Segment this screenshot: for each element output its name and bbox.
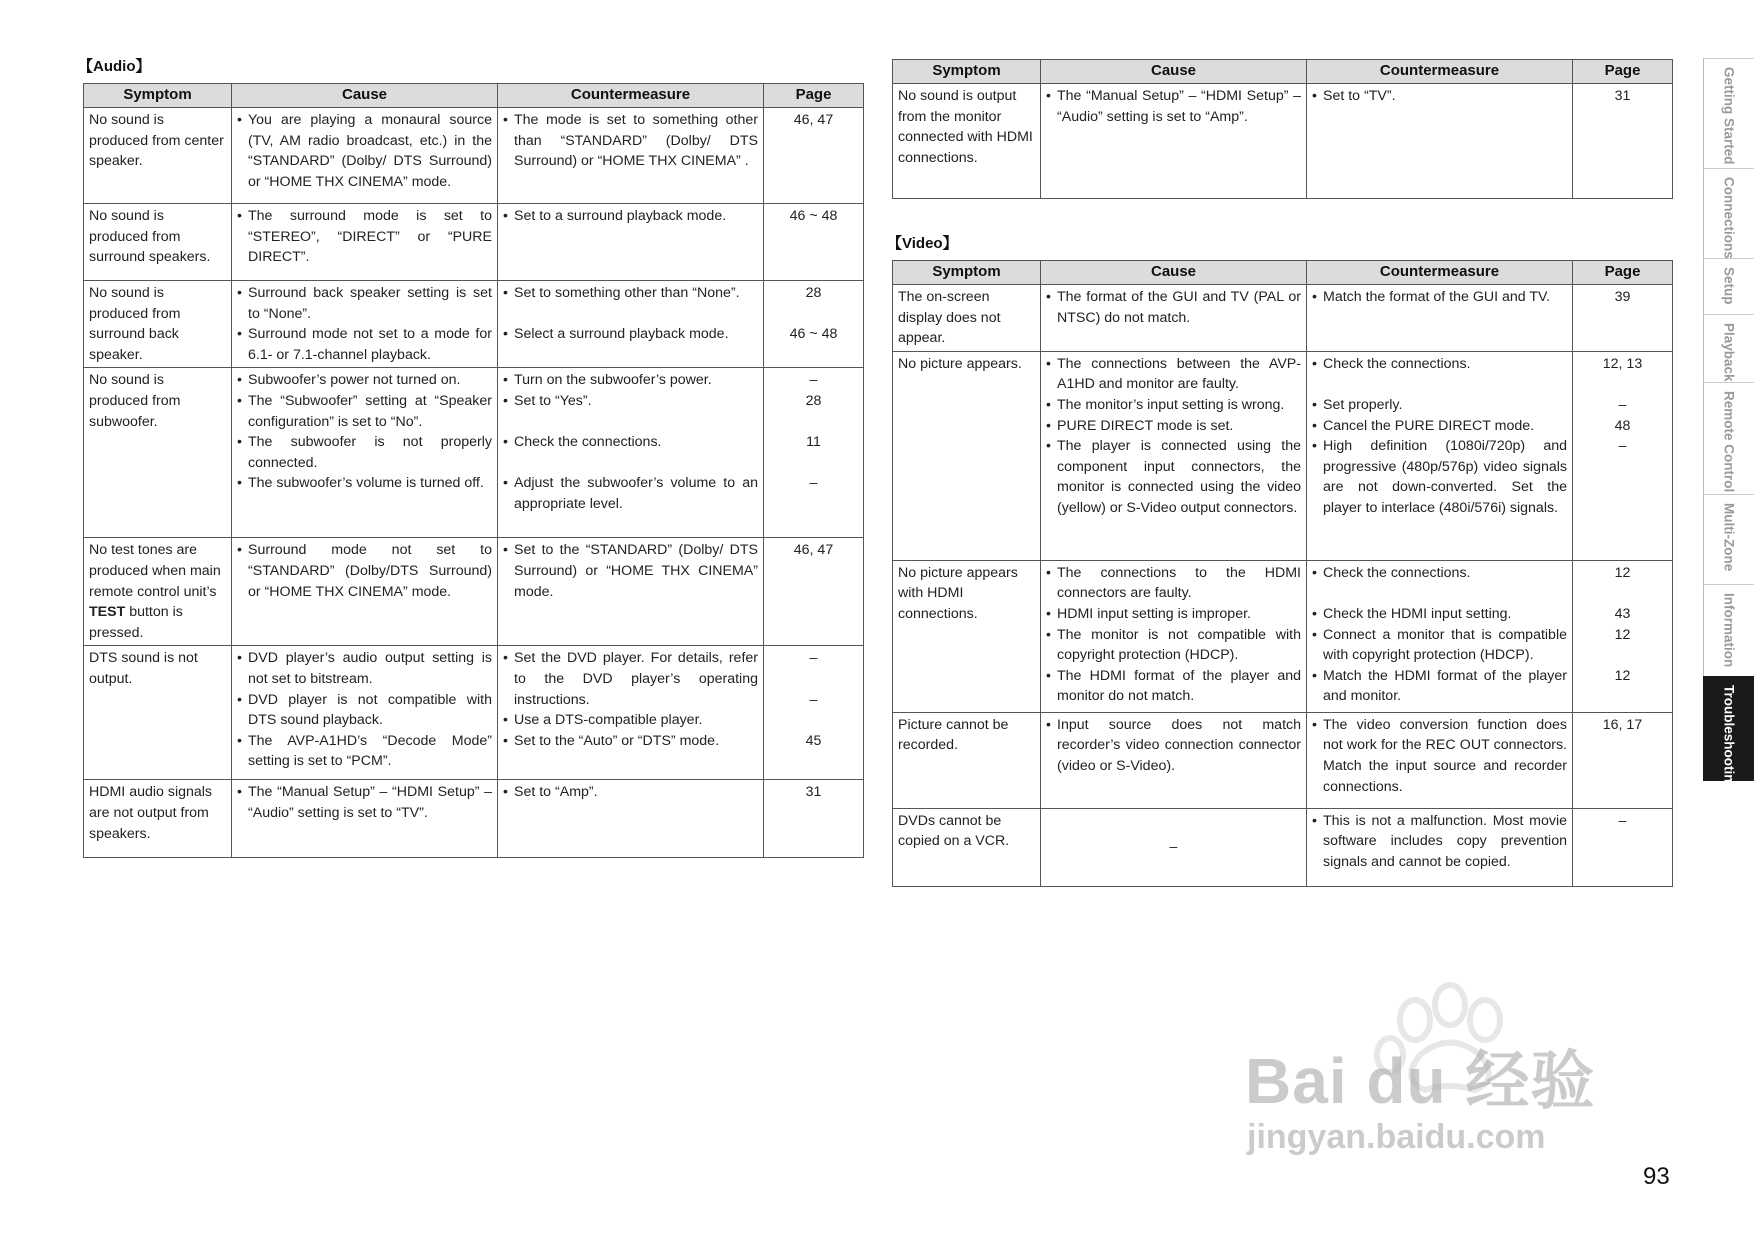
- header-page: Page: [1573, 261, 1673, 285]
- side-tab-setup[interactable]: Setup: [1703, 258, 1754, 314]
- cause-item: [1046, 86, 1301, 127]
- cause-item: [1046, 563, 1301, 604]
- page-cell: [1573, 351, 1673, 560]
- countermeasure-cell: [498, 368, 764, 538]
- countermeasure-cell: [498, 204, 764, 281]
- bullet-icon: •: [237, 475, 242, 492]
- table-row: [893, 285, 1673, 352]
- bullet-icon: •: [1312, 289, 1317, 305]
- page-cell: [764, 281, 864, 368]
- cause-text: Subwoofer’s power not turned on.: [248, 372, 461, 389]
- header-countermeasure: Countermeasure: [1307, 261, 1573, 285]
- cause-text: Input source does not match recorder’s video connection connector (video or S-Video).: [1057, 716, 1301, 774]
- bullet-icon: •: [1046, 716, 1051, 733]
- page-reference: 12: [1614, 626, 1631, 643]
- countermeasure-item: [1312, 666, 1567, 707]
- countermeasure-item: [1312, 625, 1567, 666]
- test-button-label: TEST: [89, 604, 126, 621]
- table-header-row: [893, 60, 1673, 84]
- cause-cell: [1041, 560, 1307, 712]
- bullet-icon: •: [1046, 355, 1051, 372]
- bullet-icon: •: [237, 372, 242, 389]
- cause-text: HDMI input setting is improper.: [1057, 605, 1251, 622]
- page-cell: [764, 780, 864, 858]
- cause-text: DVD player’s audio output setting is not set to bitstream.: [248, 650, 492, 687]
- countermeasure-text: Use a DTS-compatible player.: [514, 712, 703, 729]
- bullet-icon: •: [1312, 88, 1317, 104]
- symptom-text: The on-screen display does not appear.: [898, 289, 1001, 347]
- bullet-icon: •: [237, 112, 242, 128]
- cause-text: The player is connected using the component input connectors, the monitor is connected using the video (yellow) or S-Video output connectors.: [1057, 438, 1301, 516]
- countermeasure-item: [503, 110, 758, 172]
- cause-item: [1046, 715, 1301, 777]
- symptom-cell: [84, 281, 232, 368]
- countermeasure-text: Match the format of the GUI and TV.: [1323, 289, 1551, 305]
- cause-cell: [232, 368, 498, 538]
- page-reference: –: [809, 650, 818, 667]
- bullet-icon: •: [237, 285, 242, 301]
- cause-item: [237, 648, 492, 689]
- countermeasure-cell: [498, 646, 764, 780]
- table-header-row: [84, 84, 864, 108]
- cause-text: The AVP-A1HD’s “Decode Mode” setting is set to “PCM”.: [248, 732, 492, 770]
- symptom-text: DVDs cannot be copied on a VCR.: [898, 812, 1010, 850]
- table-row: [893, 712, 1673, 808]
- cause-item: [237, 782, 492, 823]
- bullet-icon: •: [1312, 605, 1317, 622]
- page-reference: 46 ~ 48: [789, 326, 838, 343]
- header-symptom: Symptom: [893, 60, 1041, 84]
- video-troubleshooting-table: [892, 260, 1673, 887]
- page-reference: –: [1618, 812, 1627, 829]
- table-row: [893, 351, 1673, 560]
- cause-cell: [1041, 285, 1307, 352]
- countermeasure-text: The mode is set to something other than “STANDARD” (Dolby/ DTS Surround) or “HOME THX CINEMA” .: [514, 112, 758, 170]
- table-row: [84, 204, 864, 281]
- cause-text: The connections between the AVP-A1HD and monitor are faulty.: [1057, 355, 1301, 393]
- cause-cell: [232, 281, 498, 368]
- countermeasure-text: Set to the “Auto” or “DTS” mode.: [514, 732, 720, 749]
- countermeasure-item: [503, 710, 758, 731]
- countermeasure-text: Cancel the PURE DIRECT mode.: [1323, 417, 1535, 434]
- symptom-cell: [84, 108, 232, 204]
- side-tab-getting-started[interactable]: Getting Started: [1703, 58, 1754, 168]
- symptom-text: No sound is produced from surround back speaker.: [89, 285, 181, 363]
- cause-cell: [232, 204, 498, 281]
- symptom-cell: [84, 204, 232, 281]
- countermeasure-item: [1312, 715, 1567, 797]
- countermeasure-cell: [1307, 84, 1573, 199]
- countermeasure-text: Set to something other than “None”.: [514, 285, 740, 301]
- hdmi-audio-troubleshooting-table: [892, 59, 1673, 199]
- bullet-icon: •: [1312, 626, 1317, 643]
- countermeasure-item: [503, 370, 758, 391]
- countermeasure-item: [1312, 354, 1567, 375]
- table-row: [893, 84, 1673, 199]
- cause-text: The subwoofer is not properly connected.: [248, 434, 492, 471]
- bullet-icon: •: [1312, 417, 1317, 434]
- header-symptom: Symptom: [893, 261, 1041, 285]
- cause-text: The “Manual Setup” – “HDMI Setup” – “Audio” setting is set to “Amp”.: [1057, 88, 1301, 125]
- cause-text: Surround mode not set to a mode for 6.1- or 7.1-channel playback.: [248, 326, 492, 363]
- cause-cell: [232, 646, 498, 780]
- cause-text: The subwoofer’s volume is turned off.: [248, 475, 484, 492]
- bullet-icon: •: [503, 784, 508, 801]
- cause-item: [237, 324, 492, 365]
- bullet-icon: •: [237, 784, 242, 801]
- bullet-icon: •: [1046, 564, 1051, 581]
- audio-troubleshooting-table: [83, 83, 864, 858]
- cause-item: [237, 206, 492, 268]
- header-countermeasure: Countermeasure: [498, 84, 764, 108]
- countermeasure-cell: [498, 281, 764, 368]
- bullet-icon: •: [1046, 289, 1051, 305]
- countermeasure-text: Turn on the subwoofer’s power.: [514, 372, 712, 389]
- page-cell: [1573, 84, 1673, 199]
- cause-item: [237, 540, 492, 602]
- countermeasure-cell: [1307, 808, 1573, 886]
- bullet-icon: •: [1046, 626, 1051, 643]
- countermeasure-item: [1312, 604, 1567, 625]
- page-reference: 46 ~ 48: [789, 208, 838, 224]
- page-reference: 12, 13: [1602, 355, 1643, 372]
- bullet-icon: •: [237, 208, 242, 224]
- countermeasure-text: Select a surround playback mode.: [514, 326, 729, 343]
- bullet-icon: •: [237, 392, 242, 409]
- side-tab-information[interactable]: Information: [1703, 584, 1754, 676]
- symptom-text: button is pressed.: [89, 604, 183, 641]
- countermeasure-text: Set to a surround playback mode.: [514, 208, 727, 224]
- cause-cell: [1041, 351, 1307, 560]
- bullet-icon: •: [503, 326, 508, 343]
- countermeasure-cell: [498, 108, 764, 204]
- bullet-icon: •: [1312, 396, 1317, 413]
- cause-item: [1046, 354, 1301, 395]
- countermeasure-text: Set properly.: [1323, 396, 1403, 413]
- symptom-cell: [893, 84, 1041, 199]
- bullet-icon: •: [503, 650, 508, 667]
- countermeasure-item: [503, 283, 758, 304]
- cause-text: The monitor’s input setting is wrong.: [1057, 396, 1285, 413]
- watermark-logo-text: Bai du 经验: [1245, 1045, 1596, 1117]
- symptom-cell: [893, 285, 1041, 352]
- countermeasure-item: [503, 391, 758, 412]
- header-symptom: Symptom: [84, 84, 232, 108]
- cause-item: [237, 473, 492, 494]
- table-row: [84, 368, 864, 538]
- bullet-icon: •: [503, 542, 508, 559]
- bullet-icon: •: [1312, 667, 1317, 684]
- symptom-text: No sound is output from the monitor connected with HDMI connections.: [898, 88, 1033, 166]
- table-row: [893, 560, 1673, 712]
- side-tab-connections[interactable]: Connections: [1703, 168, 1754, 258]
- cause-text: The surround mode is set to “STEREO”, “DIRECT” or “PURE DIRECT”.: [248, 208, 492, 266]
- cause-item: [1046, 287, 1301, 328]
- page-cell: [764, 204, 864, 281]
- symptom-cell: [893, 712, 1041, 808]
- countermeasure-item: [1312, 287, 1567, 308]
- page-cell: [764, 368, 864, 538]
- countermeasure-item: [503, 432, 758, 453]
- symptom-cell: [84, 780, 232, 858]
- symptom-cell: [893, 808, 1041, 886]
- cause-text: The “Manual Setup” – “HDMI Setup” – “Audio” setting is set to “TV”.: [248, 784, 492, 821]
- header-countermeasure: Countermeasure: [1307, 60, 1573, 84]
- table-row: [84, 281, 864, 368]
- countermeasure-text: Set to “TV”.: [1323, 88, 1396, 104]
- countermeasure-item: [1312, 416, 1567, 437]
- bullet-icon: •: [1046, 605, 1051, 622]
- bullet-icon: •: [237, 542, 242, 559]
- cause-item: [237, 283, 492, 324]
- cause-item: [237, 690, 492, 731]
- symptom-cell: [893, 560, 1041, 712]
- page-reference: 48: [1614, 417, 1631, 434]
- page-reference: –: [809, 475, 818, 492]
- countermeasure-text: Set to “Yes”.: [514, 392, 592, 409]
- bullet-icon: •: [503, 372, 508, 389]
- symptom-cell: [84, 368, 232, 538]
- countermeasure-text: Set the DVD player. For details, refer to the DVD player’s operating instructions.: [514, 650, 758, 708]
- countermeasure-text: Match the HDMI format of the player and monitor.: [1323, 667, 1567, 705]
- cause-text: The monitor is not compatible with copyright protection (HDCP).: [1057, 626, 1301, 664]
- bullet-icon: •: [237, 326, 242, 343]
- header-page: Page: [764, 84, 864, 108]
- bullet-icon: •: [1312, 812, 1317, 829]
- header-cause: Cause: [232, 84, 498, 108]
- bullet-icon: •: [503, 434, 508, 451]
- symptom-text: No test tones are produced when main remote control unit’s: [89, 542, 221, 600]
- countermeasure-text: Check the connections.: [1323, 355, 1471, 372]
- countermeasure-item: [1312, 436, 1567, 518]
- countermeasure-item: [503, 206, 758, 227]
- symptom-cell: [84, 538, 232, 646]
- cause-item: [1046, 416, 1301, 437]
- countermeasure-text: Check the HDMI input setting.: [1323, 605, 1512, 622]
- bullet-icon: •: [1046, 88, 1051, 104]
- countermeasure-cell: [1307, 351, 1573, 560]
- bullet-icon: •: [1046, 396, 1051, 413]
- header-cause: Cause: [1041, 261, 1307, 285]
- countermeasure-item: [503, 731, 758, 752]
- symptom-text: No sound is produced from subwoofer.: [89, 372, 181, 430]
- countermeasure-text: Set to the “STANDARD” (Dolby/ DTS Surround) or “HOME THX CINEMA” mode.: [514, 542, 758, 600]
- symptom-text: HDMI audio signals are not output from speakers.: [89, 784, 213, 842]
- symptom-text: DTS sound is not output.: [89, 650, 198, 687]
- section-side-tabs: [1703, 58, 1754, 791]
- side-tab-troubleshooting[interactable]: Troubleshooting: [1703, 676, 1754, 781]
- countermeasure-cell: [1307, 712, 1573, 808]
- cause-dash: –: [1169, 838, 1178, 855]
- countermeasure-text: Check the connections.: [1323, 564, 1471, 581]
- bullet-icon: •: [1312, 355, 1317, 372]
- cause-text: The connections to the HDMI connectors are faulty.: [1057, 564, 1301, 602]
- cause-cell: [232, 108, 498, 204]
- side-tab-multi-zone[interactable]: Multi-Zone: [1703, 494, 1754, 584]
- header-cause: Cause: [1041, 60, 1307, 84]
- page-reference: 31: [805, 784, 822, 801]
- page-reference: 39: [1614, 289, 1631, 305]
- cause-cell: [232, 538, 498, 646]
- cause-item: [1046, 604, 1301, 625]
- bullet-icon: •: [503, 285, 508, 301]
- page-number: 93: [1643, 1163, 1670, 1190]
- page-reference: 28: [805, 392, 822, 409]
- bullet-icon: •: [503, 732, 508, 749]
- header-page: Page: [1573, 60, 1673, 84]
- cause-item: [237, 432, 492, 473]
- cause-item: [237, 110, 492, 192]
- cause-item: [1046, 395, 1301, 416]
- bullet-icon: •: [1046, 417, 1051, 434]
- cause-text: The “Subwoofer” setting at “Speaker configuration” is set to “No”.: [248, 392, 492, 430]
- bullet-icon: •: [1046, 667, 1051, 684]
- bullet-icon: •: [237, 434, 242, 451]
- table-header-row: [893, 261, 1673, 285]
- video-section-title: 【Video】: [887, 235, 958, 252]
- symptom-cell: [84, 646, 232, 780]
- page-reference: –: [1618, 438, 1627, 455]
- symptom-text: No sound is produced from surround speakers.: [89, 208, 211, 266]
- cause-item: [1046, 436, 1301, 518]
- countermeasure-item: [1312, 86, 1567, 107]
- symptom-text: Picture cannot be recorded.: [898, 716, 1009, 754]
- cause-text: Surround mode not set to “STANDARD” (Dolby/DTS Surround) or “HOME THX CINEMA” mode.: [248, 542, 492, 600]
- symptom-text: No picture appears with HDMI connections.: [898, 564, 1018, 622]
- table-row: [84, 538, 864, 646]
- page-reference: 28: [805, 285, 822, 301]
- countermeasure-text: Adjust the subwoofer’s volume to an appropriate level.: [514, 475, 758, 512]
- table-row: [84, 646, 864, 780]
- countermeasure-item: [503, 473, 758, 514]
- page-reference: 31: [1614, 88, 1631, 104]
- table-row: [84, 108, 864, 204]
- bullet-icon: •: [503, 392, 508, 409]
- countermeasure-item: [503, 782, 758, 803]
- countermeasure-item: [1312, 395, 1567, 416]
- countermeasure-item: [503, 324, 758, 345]
- page-reference: –: [1618, 396, 1627, 413]
- countermeasure-cell: [1307, 560, 1573, 712]
- cause-text: DVD player is not compatible with DTS sound playback.: [248, 691, 492, 729]
- countermeasure-text: This is not a malfunction. Most movie software includes copy prevention signals and cannot be copied.: [1323, 812, 1567, 870]
- countermeasure-text: Check the connections.: [514, 434, 662, 451]
- audio-section-title: 【Audio】: [78, 58, 151, 75]
- countermeasure-item: [1312, 811, 1567, 873]
- page-cell: [1573, 560, 1673, 712]
- countermeasure-text: Set to “Amp”.: [514, 784, 598, 801]
- page-reference: 46, 47: [793, 542, 834, 559]
- page-reference: 45: [805, 732, 822, 749]
- cause-item: [1046, 666, 1301, 707]
- side-tab-playback[interactable]: Playback: [1703, 314, 1754, 382]
- bullet-icon: •: [503, 712, 508, 729]
- cause-item: [237, 391, 492, 432]
- countermeasure-item: [503, 648, 758, 710]
- page-cell: [1573, 808, 1673, 886]
- page-reference: 43: [1614, 605, 1631, 622]
- watermark-url-text: jingyan.baidu.com: [1247, 1118, 1546, 1156]
- table-row: [893, 808, 1673, 886]
- bullet-icon: •: [237, 691, 242, 708]
- symptom-cell: [893, 351, 1041, 560]
- countermeasure-text: Connect a monitor that is compatible with copyright protection (HDCP).: [1323, 626, 1567, 664]
- symptom-text: No picture appears.: [898, 355, 1022, 372]
- page-cell: [1573, 712, 1673, 808]
- page-cell: [1573, 285, 1673, 352]
- bullet-icon: •: [1312, 438, 1317, 455]
- page-reference: –: [809, 372, 818, 389]
- countermeasure-text: High definition (1080i/720p) and progressive (480p/576p) video signals are not down-converted. Set the player to interlace (480i/576i) signals.: [1323, 438, 1567, 516]
- cause-text: The HDMI format of the player and monitor do not match.: [1057, 667, 1301, 705]
- bullet-icon: •: [1312, 564, 1317, 581]
- bullet-icon: •: [1046, 438, 1051, 455]
- page-reference: 12: [1614, 667, 1631, 684]
- side-tab-remote-control[interactable]: Remote Control: [1703, 382, 1754, 494]
- cause-item: [237, 370, 492, 391]
- cause-text: You are playing a monaural source (TV, AM radio broadcast, etc.) in the “STANDARD” (Dolby/ DTS Surround) or “HOME THX CINEMA” mode.: [248, 112, 492, 190]
- countermeasure-item: [503, 540, 758, 602]
- symptom-text: No sound is produced from center speaker.: [89, 112, 224, 170]
- bullet-icon: •: [237, 650, 242, 667]
- cause-item: [237, 731, 492, 772]
- cause-text: PURE DIRECT mode is set.: [1057, 417, 1234, 434]
- cause-cell: [1041, 712, 1307, 808]
- page-reference: 12: [1614, 564, 1631, 581]
- countermeasure-cell: [498, 780, 764, 858]
- page-reference: 16, 17: [1602, 716, 1643, 733]
- countermeasure-cell: [498, 538, 764, 646]
- bullet-icon: •: [503, 208, 508, 224]
- countermeasure-text: The video conversion function does not work for the REC OUT connectors. Match the input source and recorder connections.: [1323, 716, 1567, 795]
- countermeasure-item: [1312, 563, 1567, 584]
- bullet-icon: •: [503, 112, 508, 128]
- cause-cell: [1041, 808, 1307, 886]
- cause-cell: [232, 780, 498, 858]
- cause-item: [1046, 625, 1301, 666]
- bullet-icon: •: [237, 732, 242, 749]
- page-cell: [764, 646, 864, 780]
- page-reference: 46, 47: [793, 112, 834, 128]
- cause-text: Surround back speaker setting is set to “None”.: [248, 285, 492, 322]
- page-reference: –: [809, 691, 818, 708]
- page-reference: 11: [806, 434, 821, 451]
- countermeasure-cell: [1307, 285, 1573, 352]
- table-row: [84, 780, 864, 858]
- page-cell: [764, 538, 864, 646]
- cause-cell: [1041, 84, 1307, 199]
- bullet-icon: •: [1312, 716, 1317, 733]
- cause-text: The format of the GUI and TV (PAL or NTSC) do not match.: [1057, 289, 1301, 326]
- bullet-icon: •: [503, 475, 508, 492]
- page-cell: [764, 108, 864, 204]
